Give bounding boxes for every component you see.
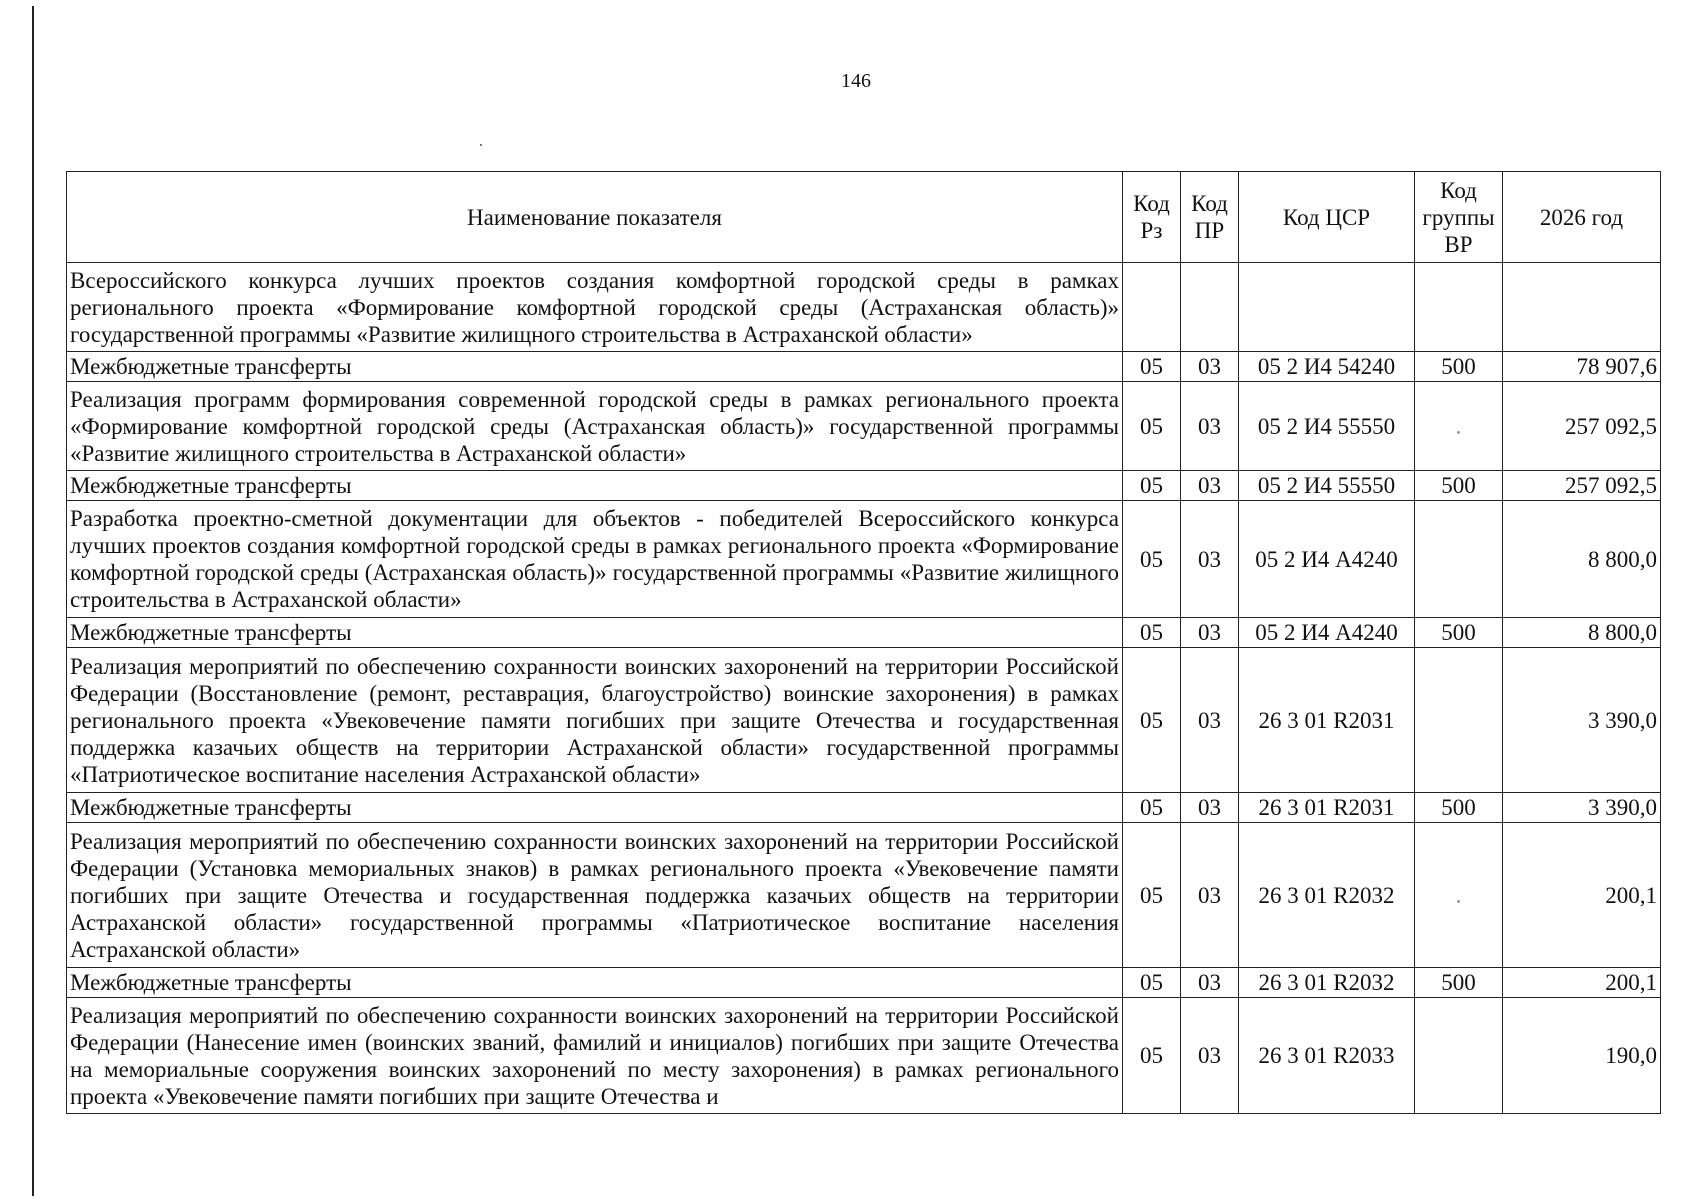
row-pr: 03 — [1181, 471, 1239, 501]
header-rz: Код Рз — [1123, 172, 1181, 263]
row-rz: 05 — [1123, 352, 1181, 382]
table-row — [67, 501, 1661, 618]
row-amount: 8 800,0 — [1503, 618, 1661, 648]
budget-table — [66, 171, 1661, 1114]
row-name: Реализация программ формирования современной городской среды в рамках регионального проекта «Формирование комфортной городской среды (Астраханская область)» государственной программы «Развитие жилищного строительства в Астраханской области» — [67, 382, 1123, 471]
row-name: Разработка проектно-сметной документации для объектов - победителей Всероссийского конкурса лучших проектов создания комфортной городской среды в рамках регионального проекта «Формирование комфортной городской среды (Астраханская область)» государственной программы «Развитие жилищного строительства в Астраханской области» — [67, 501, 1123, 618]
row-vr — [1415, 382, 1503, 471]
row-vr — [1415, 501, 1503, 618]
table-row — [67, 263, 1661, 352]
row-vr: 500 — [1415, 352, 1503, 382]
row-csr — [1239, 263, 1415, 352]
row-csr: 05 2 И4 55550 — [1239, 382, 1415, 471]
row-name: Межбюджетные трансферты — [67, 793, 1123, 823]
row-name: Реализация мероприятий по обеспечению сохранности воинских захоронений на территории Российской Федерации (Установка мемориальных знаков) в рамках регионального проекта «Увековечение памяти погибших при защите Отечества и государственная поддержка казачьих обществ на территории Астраханской области» государственной программы «Патриотическое воспитание населения Астраханской области» — [67, 823, 1123, 968]
table-row — [67, 968, 1661, 998]
row-rz: 05 — [1123, 793, 1181, 823]
header-vr: Код группы ВР — [1415, 172, 1503, 263]
table-row — [67, 823, 1661, 968]
row-name: Межбюджетные трансферты — [67, 968, 1123, 998]
table-row — [67, 998, 1661, 1114]
row-pr: 03 — [1181, 823, 1239, 968]
row-vr: 500 — [1415, 471, 1503, 501]
row-pr: 03 — [1181, 968, 1239, 998]
row-rz — [1123, 263, 1181, 352]
header-year: 2026 год — [1503, 172, 1661, 263]
row-vr — [1415, 648, 1503, 793]
table-row — [67, 793, 1661, 823]
row-vr — [1415, 998, 1503, 1114]
row-csr: 05 2 И4 55550 — [1239, 471, 1415, 501]
row-amount: 200,1 — [1503, 968, 1661, 998]
row-rz: 05 — [1123, 968, 1181, 998]
row-csr: 26 3 01 R2031 — [1239, 648, 1415, 793]
table-row — [67, 648, 1661, 793]
row-pr: 03 — [1181, 382, 1239, 471]
row-name: Всероссийского конкурса лучших проектов создания комфортной городской среды в рамках регионального проекта «Формирование комфортной городской среды (Астраханская область)» государственной программы «Развитие жилищного строительства в Астраханской области» — [67, 263, 1123, 352]
row-csr: 05 2 И4 А4240 — [1239, 618, 1415, 648]
table-row — [67, 618, 1661, 648]
row-vr — [1415, 263, 1503, 352]
row-vr: 500 — [1415, 968, 1503, 998]
row-csr: 26 3 01 R2032 — [1239, 968, 1415, 998]
row-name: Межбюджетные трансферты — [67, 352, 1123, 382]
row-vr: 500 — [1415, 618, 1503, 648]
page-number: 146 — [841, 70, 871, 92]
row-amount: 257 092,5 — [1503, 471, 1661, 501]
scan-mark — [1457, 431, 1460, 434]
row-name: Реализация мероприятий по обеспечению сохранности воинских захоронений на территории Российской Федерации (Восстановление (ремонт, реставрация, благоустройство) воинские захоронения) в рамках регионального проекта «Увековечение памяти погибших при защите Отечества и государственная поддержка казачьих обществ на территории Астраханской области» государственной программы «Патриотическое воспитание населения Астраханской области» — [67, 648, 1123, 793]
row-pr: 03 — [1181, 793, 1239, 823]
row-pr: 03 — [1181, 998, 1239, 1114]
row-vr — [1415, 823, 1503, 968]
row-name: Межбюджетные трансферты — [67, 471, 1123, 501]
row-pr — [1181, 263, 1239, 352]
row-amount: 257 092,5 — [1503, 382, 1661, 471]
header-pr: Код ПР — [1181, 172, 1239, 263]
table-row — [67, 352, 1661, 382]
row-pr: 03 — [1181, 618, 1239, 648]
header-name: Наименование показателя — [67, 172, 1123, 263]
row-rz: 05 — [1123, 501, 1181, 618]
row-rz: 05 — [1123, 471, 1181, 501]
row-amount — [1503, 263, 1661, 352]
row-name: Межбюджетные трансферты — [67, 618, 1123, 648]
row-rz: 05 — [1123, 648, 1181, 793]
row-rz: 05 — [1123, 998, 1181, 1114]
table-row — [67, 471, 1661, 501]
row-amount: 190,0 — [1503, 998, 1661, 1114]
row-rz: 05 — [1123, 823, 1181, 968]
row-vr: 500 — [1415, 793, 1503, 823]
row-amount: 8 800,0 — [1503, 501, 1661, 618]
row-pr: 03 — [1181, 352, 1239, 382]
binding-margin-line — [32, 6, 34, 1196]
row-rz: 05 — [1123, 382, 1181, 471]
table-header-row — [67, 172, 1661, 263]
row-amount: 78 907,6 — [1503, 352, 1661, 382]
row-amount: 3 390,0 — [1503, 793, 1661, 823]
row-pr: 03 — [1181, 501, 1239, 618]
row-pr: 03 — [1181, 648, 1239, 793]
row-csr: 26 3 01 R2031 — [1239, 793, 1415, 823]
table-row — [67, 382, 1661, 471]
scan-mark — [1457, 900, 1460, 903]
row-csr: 26 3 01 R2033 — [1239, 998, 1415, 1114]
row-name: Реализация мероприятий по обеспечению сохранности воинских захоронений на территории Российской Федерации (Нанесение имен (воинских званий, фамилий и инициалов) погибших при защите Отечества на мемориальные сооружения воинских захоронений по месту захоронения) в рамках регионального проекта «Увековечение памяти погибших при защите Отечества и — [67, 998, 1123, 1114]
row-amount: 3 390,0 — [1503, 648, 1661, 793]
row-csr: 05 2 И4 54240 — [1239, 352, 1415, 382]
scan-artifact — [480, 144, 482, 146]
row-amount: 200,1 — [1503, 823, 1661, 968]
row-csr: 26 3 01 R2032 — [1239, 823, 1415, 968]
row-csr: 05 2 И4 А4240 — [1239, 501, 1415, 618]
header-csr: Код ЦСР — [1239, 172, 1415, 263]
row-rz: 05 — [1123, 618, 1181, 648]
